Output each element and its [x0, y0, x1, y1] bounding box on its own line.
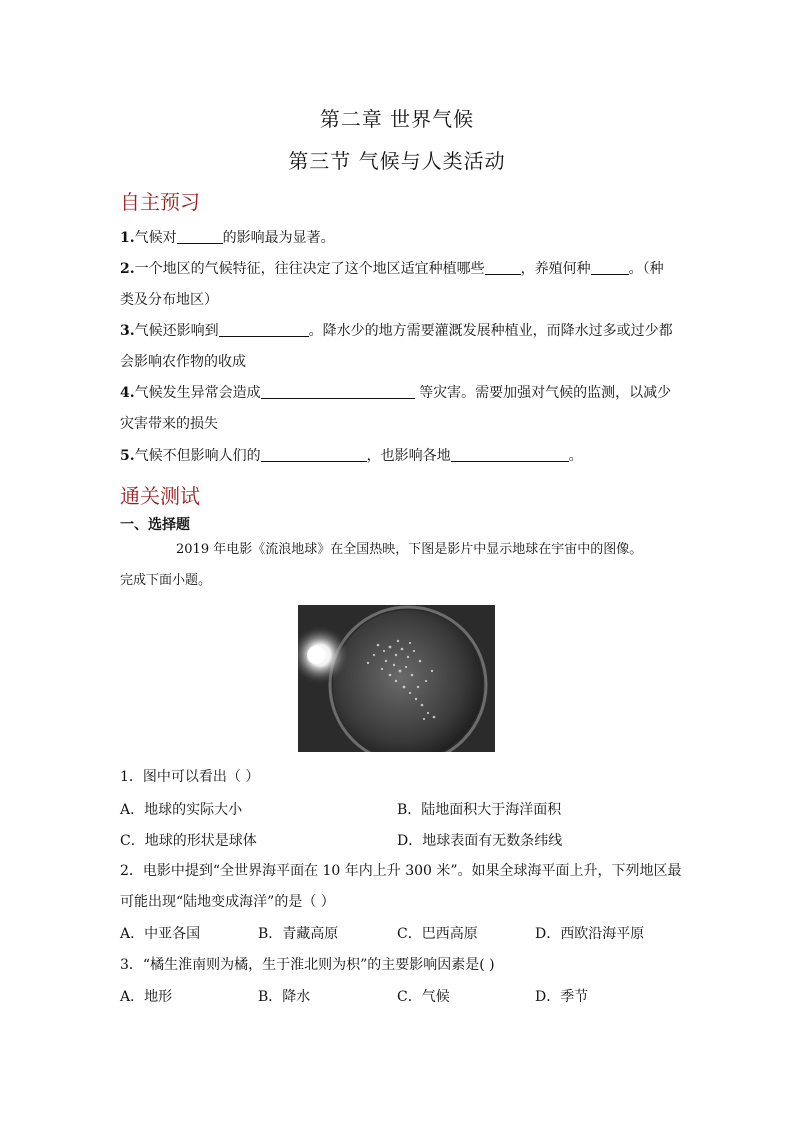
q3-option-a[interactable]: A．地形 — [120, 989, 173, 1005]
q4-blank[interactable] — [261, 384, 415, 399]
preview-q2-line2: 类及分布地区） — [120, 292, 218, 308]
q3-number: 3. — [120, 323, 135, 339]
q2-option-b[interactable]: B．青藏高原 — [258, 926, 339, 942]
q2-blank-1[interactable] — [485, 260, 521, 275]
q5-text-b: ，也影响各地 — [366, 448, 451, 464]
q3-stem: 3．“橘生淮南则为橘，生于淮北则为枳”的主要影响因素是( ) — [120, 957, 495, 973]
intro-line1: 2019 年电影《流浪地球》在全国热映，下图是影片中显示地球在宇宙中的图像。 — [176, 542, 643, 557]
earth-illustration — [298, 605, 495, 752]
q5-blank-1[interactable] — [261, 447, 367, 462]
q3-blank[interactable] — [219, 322, 309, 337]
q2-number: 2. — [120, 261, 135, 277]
preview-q5 — [120, 446, 676, 466]
chapter-title: 第二章 世界气候 — [319, 107, 475, 131]
q1-number: 1. — [120, 230, 135, 246]
test-heading: 通关测试 — [120, 484, 200, 508]
q2-option-d[interactable]: D．西欧沿海平原 — [535, 926, 645, 942]
q5-number: 5. — [120, 448, 135, 464]
q4-text-b: 等灾害。需要加强对气候的监测，以减少 — [414, 385, 672, 401]
preview-q1 — [120, 228, 676, 248]
q1-option-d[interactable]: D．地球表面有无数条纬线 — [397, 833, 563, 849]
q1-text-a: 气候对 — [134, 230, 177, 246]
q5-text-c: 。 — [568, 448, 583, 464]
q2-text-b: ，养殖何种 — [520, 261, 591, 277]
q3-option-c[interactable]: C．气候 — [397, 989, 450, 1005]
q4-text-a: 气候发生异常会造成 — [134, 385, 261, 401]
q2-option-a[interactable]: A．中亚各国 — [120, 926, 201, 942]
q1-option-a[interactable]: A．地球的实际大小 — [120, 802, 243, 818]
q1-option-c[interactable]: C．地球的形状是球体 — [120, 833, 257, 849]
q5-blank-2[interactable] — [451, 447, 569, 462]
q2-option-c[interactable]: C．巴西高原 — [397, 926, 478, 942]
preview-q4-line2: 灾害带来的损失 — [120, 416, 218, 432]
q3-option-d[interactable]: D．季节 — [535, 989, 589, 1005]
section-title: 第三节 气候与人类活动 — [288, 149, 506, 173]
preview-q2-line1 — [120, 259, 676, 279]
q2-blank-2[interactable] — [591, 260, 629, 275]
preview-q3-line1 — [120, 321, 676, 341]
q2-stem-line1: 2．电影中提到“全世界海平面在 10 年内上升 300 米”。如果全球海平面上升，下列地区最 — [120, 863, 682, 879]
intro-line2: 完成下面小题。 — [120, 573, 212, 588]
preview-q3-line2: 会影响农作物的收成 — [120, 354, 246, 370]
q3-option-b[interactable]: B．降水 — [258, 989, 311, 1005]
q1-option-b[interactable]: B．陆地面积大于海洋面积 — [397, 802, 562, 818]
q5-text-a: 气候不但影响人们的 — [134, 448, 261, 464]
earth-in-space-image — [298, 605, 495, 752]
q1-blank[interactable] — [177, 229, 223, 244]
q1-text-b: 的影响最为显著。 — [222, 230, 335, 246]
q2-stem-line2: 可能出现“陆地变成海洋”的是（ ） — [120, 894, 335, 910]
q4-number: 4. — [120, 385, 135, 401]
preview-heading: 自主预习 — [120, 190, 200, 214]
q2-text-a: 一个地区的气候特征，往往决定了这个地区适宜种植哪些 — [134, 261, 485, 277]
q3-text-a: 气候还影响到 — [134, 323, 219, 339]
q3-text-b: 。降水少的地方需要灌溉发展种植业，而降水过多或过少都 — [308, 323, 673, 339]
part-heading: 一、选择题 — [120, 517, 190, 533]
preview-q4-line1 — [120, 383, 676, 403]
q2-text-c: 。（种 — [628, 261, 664, 277]
q1-stem: 1．图中可以看出（ ） — [120, 769, 260, 785]
